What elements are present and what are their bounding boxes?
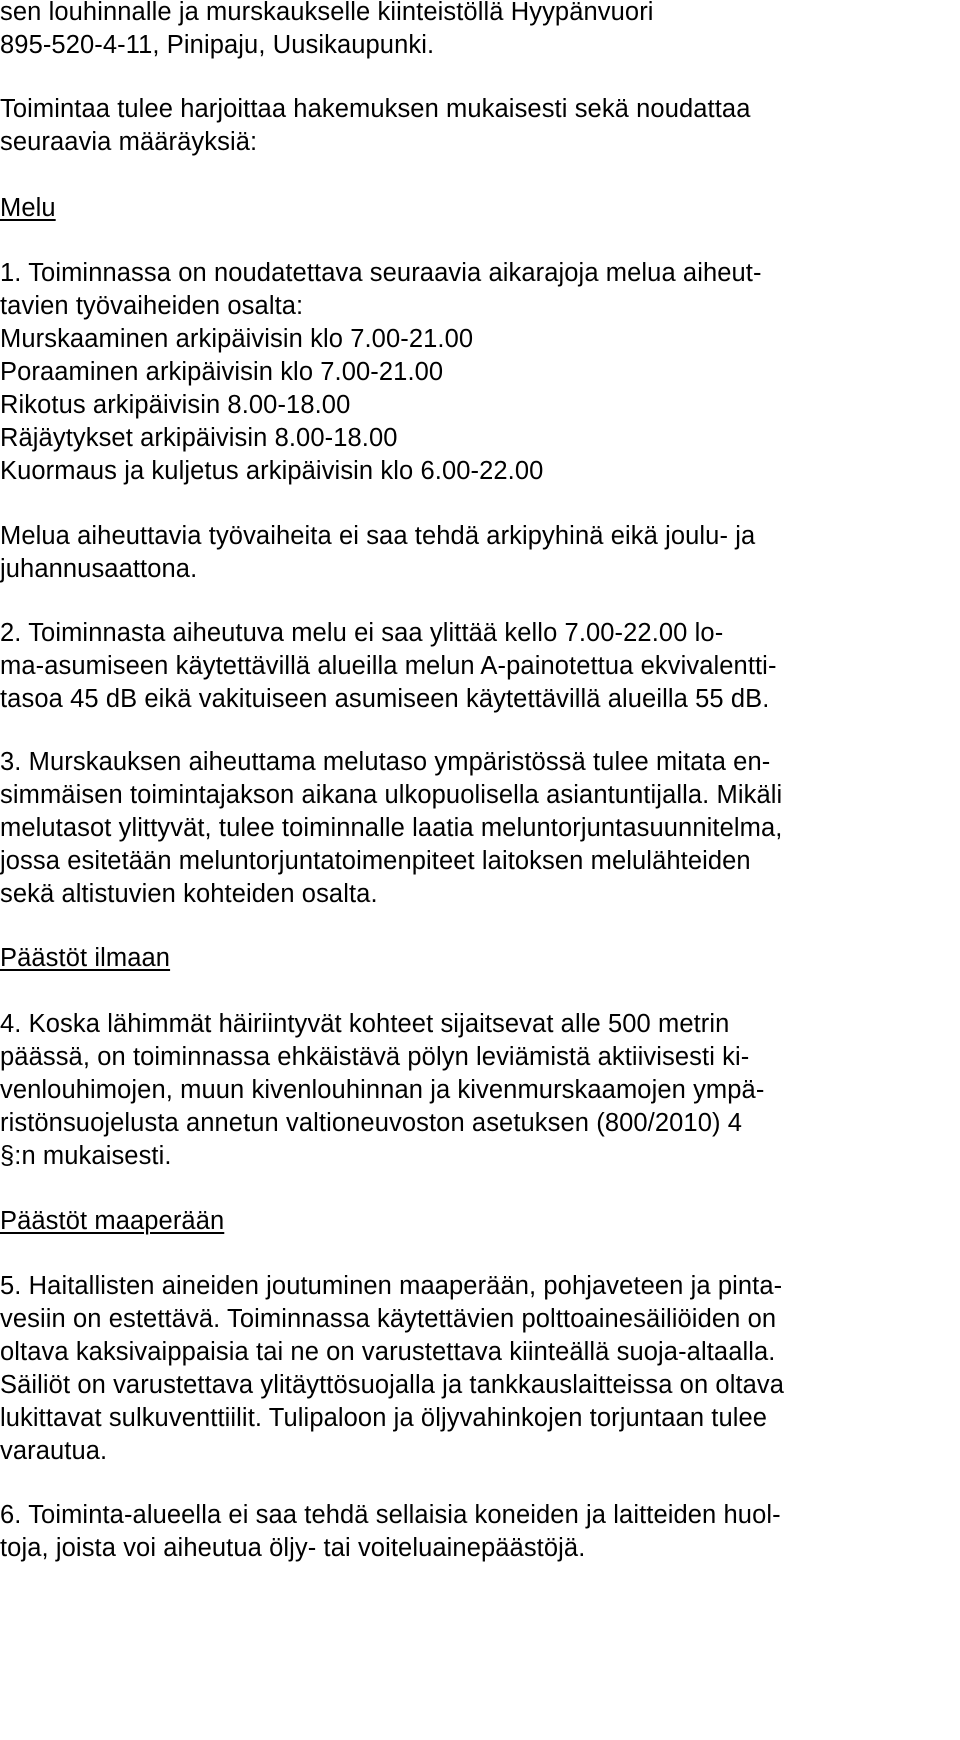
item5-line-5: lukittavat sulkuventtiilit. Tulipaloon ja öljyvahinkojen torjuntaan tulee — [0, 1404, 768, 1432]
lead-line-2: seuraavia määräyksiä: — [0, 128, 258, 156]
item2-line-2: ma-asumiseen käytettävillä alueilla melun A-painotettua ekvivalentti- — [0, 652, 777, 680]
item4-line-5: §:n mukaisesti. — [0, 1142, 172, 1170]
item4-line-1: 4. Koska lähimmät häiriintyvät kohteet sijaitsevat alle 500 metrin — [0, 1010, 730, 1038]
item1-note-line-1: Melua aiheuttavia työvaiheita ei saa tehdä arkipyhinä eikä joulu- ja — [0, 522, 756, 550]
heading-melu: Melu — [0, 194, 56, 222]
item1-line-6: Räjäytykset arkipäivisin 8.00-18.00 — [0, 424, 398, 452]
item4-line-4: ristönsuojelusta annetun valtioneuvoston asetuksen (800/2010) 4 — [0, 1109, 743, 1137]
item2-line-3: tasoa 45 dB eikä vakituiseen asumiseen käytettävillä alueilla 55 dB. — [0, 685, 770, 713]
item1-line-1: 1. Toiminnassa on noudatettava seuraavia aikarajoja melua aiheut- — [0, 259, 762, 287]
lead-line-1: Toimintaa tulee harjoittaa hakemuksen mukaisesti sekä noudattaa — [0, 95, 751, 123]
heading-paastot-ilmaan: Päästöt ilmaan — [0, 944, 171, 972]
item5-line-3: oltava kaksivaippaisia tai ne on varustettava kiinteällä suoja-altaalla. — [0, 1338, 776, 1366]
item1-line-4: Poraaminen arkipäivisin klo 7.00-21.00 — [0, 358, 444, 386]
item1-line-7: Kuormaus ja kuljetus arkipäivisin klo 6.00-22.00 — [0, 457, 544, 485]
item2-line-1: 2. Toiminnasta aiheutuva melu ei saa ylittää kello 7.00-22.00 lo- — [0, 619, 724, 647]
item1-line-3: Murskaaminen arkipäivisin klo 7.00-21.00 — [0, 325, 474, 353]
item1-line-2: tavien työvaiheiden osalta: — [0, 292, 304, 320]
item3-line-4: jossa esitetään meluntorjuntatoimenpiteet laitoksen melulähteiden — [0, 847, 751, 875]
heading-paastot-maaperaan: Päästöt maaperään — [0, 1207, 225, 1235]
item3-line-1: 3. Murskauksen aiheuttama melutaso ympäristössä tulee mitata en- — [0, 748, 771, 776]
item1-line-5: Rikotus arkipäivisin 8.00-18.00 — [0, 391, 351, 419]
item6-line-2: toja, joista voi aiheutua öljy- tai voiteluainepäästöjä. — [0, 1534, 586, 1562]
item4-line-3: venlouhimojen, muun kivenlouhinnan ja kivenmurskaamojen ympä- — [0, 1076, 765, 1104]
item5-line-4: Säiliöt on varustettava ylitäyttösuojalla ja tankkauslaitteissa on oltava — [0, 1371, 785, 1399]
item6-line-1: 6. Toiminta-alueella ei saa tehdä sellaisia koneiden ja laitteiden huol- — [0, 1501, 781, 1529]
item5-line-2: vesiin on estettävä. Toiminnassa käytettävien polttoainesäiliöiden on — [0, 1305, 777, 1333]
item3-line-2: simmäisen toimintajakson aikana ulkopuolisella asiantuntijalla. Mikäli — [0, 781, 783, 809]
item4-line-2: päässä, on toiminnassa ehkäistävä pölyn leviämistä aktiivisesti ki- — [0, 1043, 750, 1071]
item5-line-1: 5. Haitallisten aineiden joutuminen maaperään, pohjaveteen ja pinta- — [0, 1272, 783, 1300]
item5-line-6: varautua. — [0, 1437, 108, 1465]
intro-line-2: 895-520-4-11, Pinipaju, Uusikaupunki. — [0, 31, 435, 59]
item3-line-3: melutasot ylittyvät, tulee toiminnalle laatia meluntorjuntasuunnitelma, — [0, 814, 783, 842]
item3-line-5: sekä altistuvien kohteiden osalta. — [0, 880, 378, 908]
intro-line-1: sen louhinnalle ja murskaukselle kiinteistöllä Hyypänvuori — [0, 0, 654, 26]
item1-note-line-2: juhannusaattona. — [0, 555, 198, 583]
